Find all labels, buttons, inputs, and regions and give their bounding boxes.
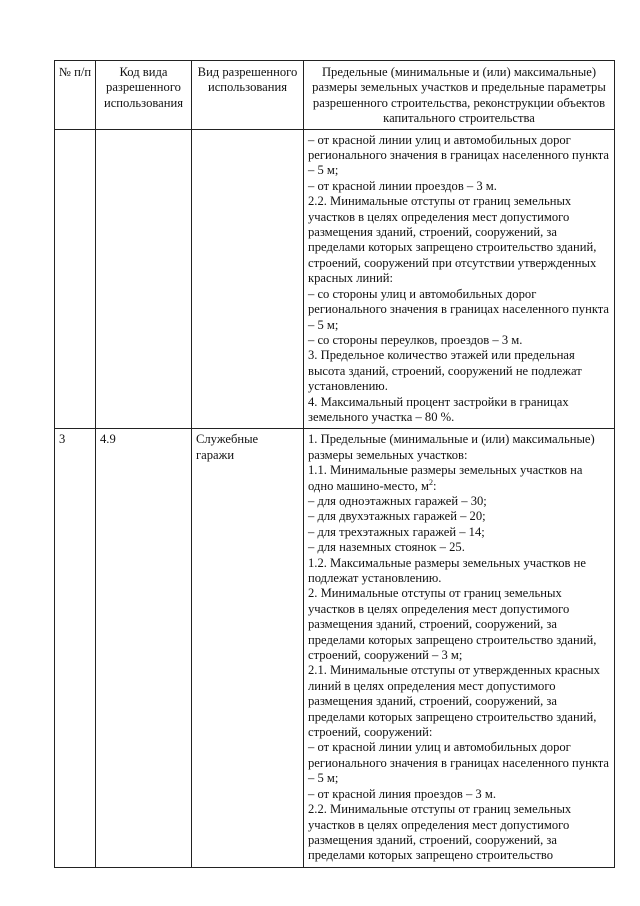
cell-use-type: Служебные гаражи — [192, 429, 304, 867]
param-line: 1. Предельные (минимальные и (или) максимальные) размеры земельных участков: — [308, 432, 595, 462]
header-use-type: Вид разрешенного использования — [192, 61, 304, 130]
param-line: – от красной линии проездов – 3 м. — [308, 178, 497, 193]
cell-use-code — [96, 129, 192, 429]
param-line: 2.2. Минимальные отступы от границ земельных участков в целях определения мест допустимого размещения зданий, строений, сооружений, за пределами которых запрещено строительство — [308, 802, 572, 863]
header-number: № п/п — [55, 61, 96, 130]
superscript: 2 — [429, 477, 434, 487]
param-line: 3. Предельное количество этажей или предельная высота зданий, строений, сооружений не подлежат установлению. — [308, 348, 582, 394]
param-line: – со стороны переулков, проездов – 3 м. — [308, 332, 523, 347]
cell-number: 3 — [55, 429, 96, 867]
param-line: – от красной линия проездов – 3 м. — [308, 786, 496, 801]
land-use-regulations-table — [54, 60, 615, 868]
param-line: – для трехэтажных гаражей – 14; — [308, 524, 485, 539]
cell-number — [55, 129, 96, 429]
cell-use-code: 4.9 — [96, 429, 192, 867]
table-row-continued — [55, 129, 615, 429]
param-line: 2.1. Минимальные отступы от утвержденных красных линий в целях определения мест допустимого размещения зданий, строений, сооружений, за пределами которых запрещено строительство зданий, строений, сооружений: — [308, 663, 600, 740]
param-line: 4. Максимальный процент застройки в границах земельного участка – 80 %. — [308, 394, 569, 424]
table-row-3 — [55, 429, 615, 867]
param-line: – от красной линии улиц и автомобильных дорог регионального значения в границах населенного пункта – 5 м; — [308, 740, 610, 786]
param-line: 2. Минимальные отступы от границ земельных участков в целях определения мест допустимого размещения зданий, строений, сооружений, за пределами которых запрещено строительство зданий, строений, сооружений – 3 м; — [308, 586, 597, 663]
param-line: – для двухэтажных гаражей – 20; — [308, 509, 486, 524]
param-line: – для наземных стоянок – 25. — [308, 540, 465, 555]
param-line: 1.2. Максимальные размеры земельных участков не подлежат установлению. — [308, 555, 586, 585]
header-use-code: Код вида разрешенного использования — [96, 61, 192, 130]
param-line: – от красной линии улиц и автомобильных дорог регионального значения в границах населенного пункта – 5 м; — [308, 132, 610, 178]
cell-parameters — [304, 129, 615, 429]
param-line: – для одноэтажных гаражей – 30; — [308, 493, 487, 508]
header-parameters: Предельные (минимальные и (или) максимальные) размеры земельных участков и предельные параметры разрешенного строительства, реконструкции объектов капитального строительства — [304, 61, 615, 130]
param-line: 2.2. Минимальные отступы от границ земельных участков в целях определения мест допустимого размещения зданий, строений, сооружений, за пределами которых запрещено строительство зданий, строений, сооружений при отсутствии утвержденных красных линий: — [308, 194, 597, 286]
table-header-row — [55, 61, 615, 130]
param-line: – со стороны улиц и автомобильных дорог регионального значения в границах населенного пункта – 5 м; — [308, 286, 610, 332]
cell-parameters — [304, 429, 615, 867]
param-text: 1.1. Минимальные размеры земельных участков на одно машино-место, м — [308, 463, 583, 493]
param-line-area — [308, 463, 610, 494]
cell-use-type — [192, 129, 304, 429]
param-text-tail: : — [433, 478, 437, 493]
